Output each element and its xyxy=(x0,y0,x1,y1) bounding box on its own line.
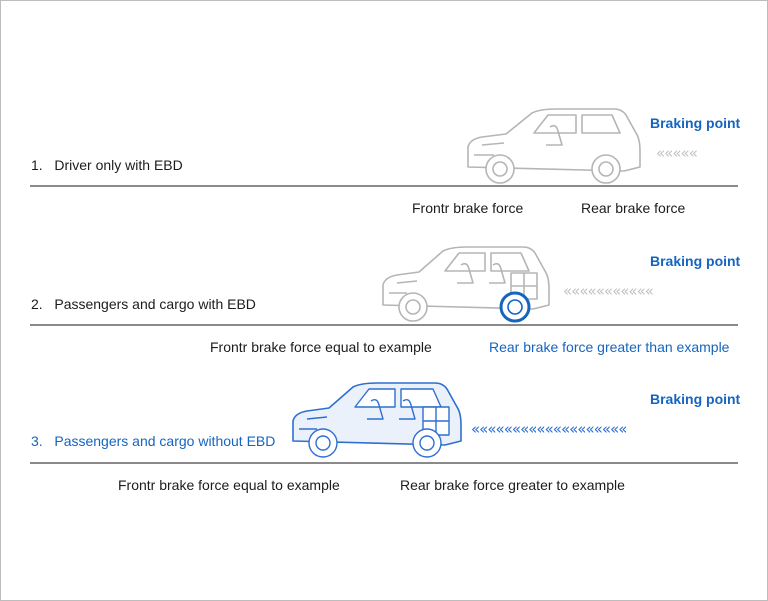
scenario-2-rear-force: Rear brake force greater than example xyxy=(489,339,730,355)
scenario-1-ground-line xyxy=(30,185,738,187)
scenario-1-rear-force: Rear brake force xyxy=(581,200,686,216)
scenario-3-rear-force: Rear brake force greater to example xyxy=(400,477,625,493)
scenario-3-braking-point: Braking point xyxy=(650,391,741,407)
scenario-3-number: 3. xyxy=(31,433,43,449)
scenario-1-braking-arrows: ««««« xyxy=(656,144,697,162)
scenario-1-braking-point: Braking point xyxy=(650,115,741,131)
scenario-1-front-force: Frontr brake force xyxy=(412,200,524,216)
scenario-3-car xyxy=(289,381,461,463)
scenario-2-front-force: Frontr brake force equal to example xyxy=(210,339,432,355)
scenario-2-braking-point: Braking point xyxy=(650,253,741,269)
scenario-3-braking-arrows: ««««««««««««««««««« xyxy=(471,420,627,438)
scenario-2-braking-arrows: ««««««««««« xyxy=(563,282,653,300)
scenario-3-title xyxy=(31,433,275,449)
scenario-2-title xyxy=(31,296,256,312)
scenario-3-ground-line xyxy=(30,462,738,464)
scenario-1-car xyxy=(464,107,644,187)
scenario-2-number: 2. xyxy=(31,296,43,312)
scenario-3-label: Passengers and cargo without EBD xyxy=(54,433,276,449)
scenario-2-car xyxy=(379,245,549,325)
scenario-1-number: 1. xyxy=(31,157,43,173)
scenario-2-ground-line xyxy=(30,324,738,326)
scenario-1-title xyxy=(31,157,183,173)
scenario-1-label: Driver only with EBD xyxy=(54,157,183,173)
scenario-2-rear-wheel-highlight xyxy=(501,293,529,321)
scenario-2-label: Passengers and cargo with EBD xyxy=(54,296,256,312)
scenario-3-front-force: Frontr brake force equal to example xyxy=(118,477,340,493)
